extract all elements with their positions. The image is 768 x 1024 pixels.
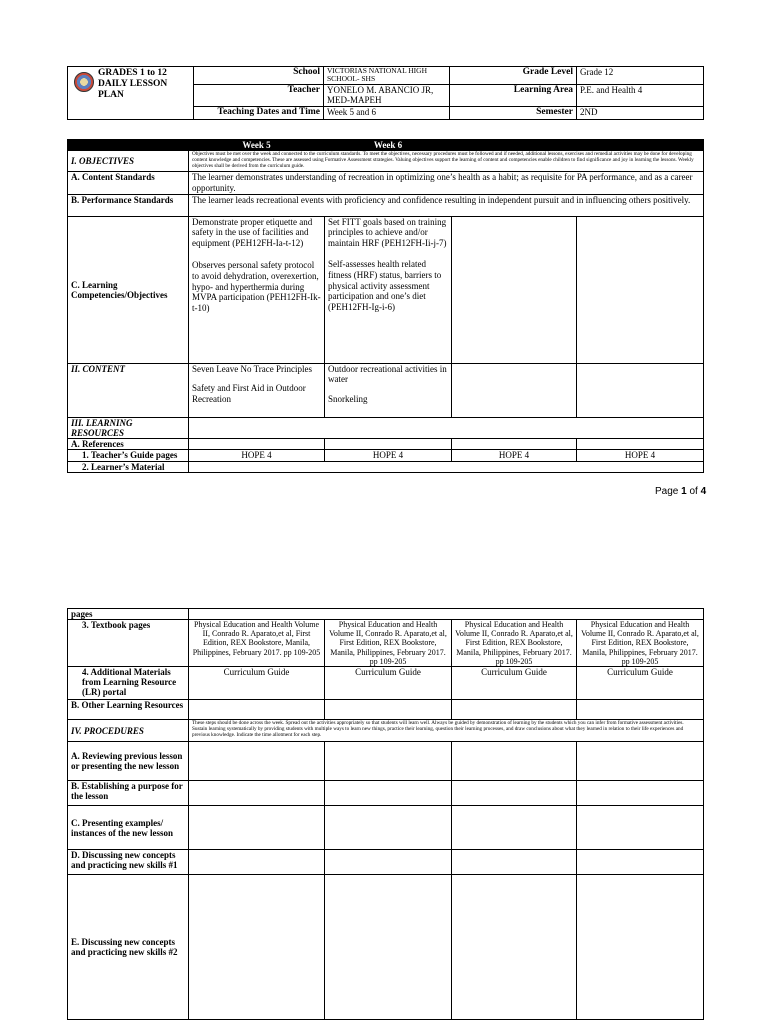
objectives-label: I. OBJECTIVES <box>68 151 189 172</box>
learners-material-label: 2. Learner’s Material <box>68 461 189 472</box>
procedure-c-label: C. Presenting examples/ instances of the new lesson <box>68 806 189 850</box>
lesson-plan-table-continued <box>67 608 704 1020</box>
semester-label: Semester <box>450 107 577 120</box>
dates-value: Week 5 and 6 <box>324 107 450 120</box>
page-number: Page 1 of 4 <box>655 486 707 497</box>
teachers-guide-label: 1. Teacher’s Guide pages <box>68 449 189 461</box>
learning-resources-row <box>68 417 704 438</box>
learners-material-pages-label: pages <box>68 609 189 620</box>
content-label: II. CONTENT <box>68 363 189 417</box>
other-resources-label: B. Other Learning Resources <box>68 700 189 720</box>
procedure-e-label: E. Discussing new concepts and practicing new skills #2 <box>68 875 189 1020</box>
learners-material-cont-row <box>68 609 704 620</box>
week-5-header: Week 5 <box>189 140 325 151</box>
competencies-label: C. Learning Competencies/Objectives <box>68 216 189 363</box>
week-header-row <box>68 140 704 151</box>
performance-standards-text: The learner leads recreational events with proficiency and confidence resulting in independent pursuit and in influencing others positively. <box>189 194 704 216</box>
tg-week5: HOPE 4 <box>189 449 325 461</box>
additional-materials-label: 4. Additional Materials from Learning Resource (LR) portal <box>68 667 189 700</box>
teacher-value: YONELO M. ABANCIO JR, MED-MAPEH <box>324 85 450 107</box>
week-6-header: Week 6 <box>325 140 452 151</box>
school-value: VICTORIAS NATIONAL HIGH SCHOOL- SHS <box>324 67 450 85</box>
procedure-a-label: A. Reviewing previous lesson or presenting the new lesson <box>68 742 189 781</box>
textbook-week6: Physical Education and Health Volume II, Conrado R. Aparato,et al, First Edition, REX Bookstore, Manila, Philippines, February 2017. pp 109-205 <box>325 620 452 667</box>
procedure-d-label: D. Discussing new concepts and practicing new skills #1 <box>68 850 189 875</box>
learning-resources-label: III. LEARNING RESOURCES <box>68 417 189 438</box>
content-week6: Outdoor recreational activities in water Snorkeling <box>325 363 452 417</box>
textbook-row <box>68 620 704 667</box>
learning-area-value: P.E. and Health 4 <box>577 85 704 107</box>
semester-value: 2ND <box>577 107 704 120</box>
additional-col4: Curriculum Guide <box>577 667 704 700</box>
week-col3-header <box>452 140 577 151</box>
performance-standards-label: B. Performance Standards <box>68 194 189 216</box>
procedure-b-label: B. Establishing a purpose for the lesson <box>68 781 189 806</box>
procedures-row <box>68 720 704 742</box>
content-standards-text: The learner demonstrates understanding of recreation in optimizing one’s health as a habit; as requisite for PA performance, and as a career opportunity. <box>189 172 704 195</box>
competencies-week6: Set FITT goals based on training principles to achieve and/or maintain HRF (PEH12FH-Ii-j-7) Self-assesses health related fitness (HRF) status, barriers to physical activity assessment participation and one’s diet (PEH12FH-Ig-i-6) <box>325 216 452 363</box>
procedures-label: IV. PROCEDURES <box>68 720 189 742</box>
procedure-a-row <box>68 742 704 781</box>
textbook-label: 3. Textbook pages <box>68 620 189 667</box>
learners-material-row <box>68 461 704 472</box>
content-row <box>68 363 704 417</box>
grade-level-label: Grade Level <box>450 67 577 85</box>
additional-materials-row <box>68 667 704 700</box>
week-col4-header <box>577 140 704 151</box>
dates-label: Teaching Dates and Time <box>194 107 324 120</box>
references-row <box>68 438 704 449</box>
teachers-guide-row <box>68 449 704 461</box>
tg-week6: HOPE 4 <box>325 449 452 461</box>
procedure-c-row <box>68 806 704 850</box>
teacher-label: Teacher <box>194 85 324 107</box>
grade-level-value: Grade 12 <box>577 67 704 85</box>
objectives-note: Objectives must be met over the week and connected to the curriculum standards. To meet the objectives, necessary procedures must be followed and if needed, additional lessons, exercises and remedial activities may be done for developing content knowledge and competencies. These are assessed using Formative Assessment strategies. Valuing objectives support the learning of content and competencies enable children to find significance and joy in learning the lessons. Weekly objectives shall be derived from the curriculum guide. <box>189 151 704 172</box>
competencies-week5: Demonstrate proper etiquette and safety in the use of facilities and equipment (PEH12FH-Ia-t-12) Observes personal safety protocol to avoid dehydration, overexertion, hypo- and hyperthermia during MVPA participation (PEH12FH-Ik-t-10) <box>189 216 325 363</box>
procedure-d-row <box>68 850 704 875</box>
additional-week6: Curriculum Guide <box>325 667 452 700</box>
logo-cell <box>68 67 194 120</box>
header-table <box>67 66 704 120</box>
tg-col3: HOPE 4 <box>452 449 577 461</box>
tg-col4: HOPE 4 <box>577 449 704 461</box>
content-standards-label: A. Content Standards <box>68 172 189 195</box>
procedure-e-row <box>68 875 704 1020</box>
deped-seal-icon <box>74 72 94 92</box>
objectives-row <box>68 151 704 172</box>
other-resources-row <box>68 700 704 720</box>
plan-title: GRADES 1 to 12 DAILY LESSON PLAN <box>98 68 168 100</box>
learning-area-label: Learning Area <box>450 85 577 107</box>
content-week5: Seven Leave No Trace Principles Safety and First Aid in Outdoor Recreation <box>189 363 325 417</box>
procedures-note: These steps should be done across the week. Spread out the activities appropriately so that students will learn well. Always be guided by demonstration of learning by the students which you can infer from formative assessment activities. Sustain learning systematically by providing students with multiple ways to learn new things, practice their learning, question their learning processes, and draw conclusions about what they learned in relation to their life experiences and previous knowledge. Indicate the time allotment for each step. <box>189 720 704 742</box>
references-label: A. References <box>68 438 189 449</box>
textbook-col3: Physical Education and Health Volume II, Conrado R. Aparato,et al, First Edition, REX Bookstore, Manila, Philippines, February 2017. pp 109-205 <box>452 620 577 667</box>
textbook-week5: Physical Education and Health Volume II, Conrado R. Aparato,et al, First Edition, REX Bookstore, Manila, Philippines, February 2017. pp 109-205 <box>189 620 325 667</box>
content-standards-row <box>68 172 704 195</box>
lesson-plan-table <box>67 139 704 473</box>
performance-standards-row <box>68 194 704 216</box>
procedure-b-row <box>68 781 704 806</box>
additional-week5: Curriculum Guide <box>189 667 325 700</box>
additional-col3: Curriculum Guide <box>452 667 577 700</box>
competencies-row <box>68 216 704 363</box>
textbook-col4: Physical Education and Health Volume II, Conrado R. Aparato,et al, First Edition, REX Bookstore, Manila, Philippines, February 2017. pp 109-205 <box>577 620 704 667</box>
school-label: School <box>194 67 324 85</box>
